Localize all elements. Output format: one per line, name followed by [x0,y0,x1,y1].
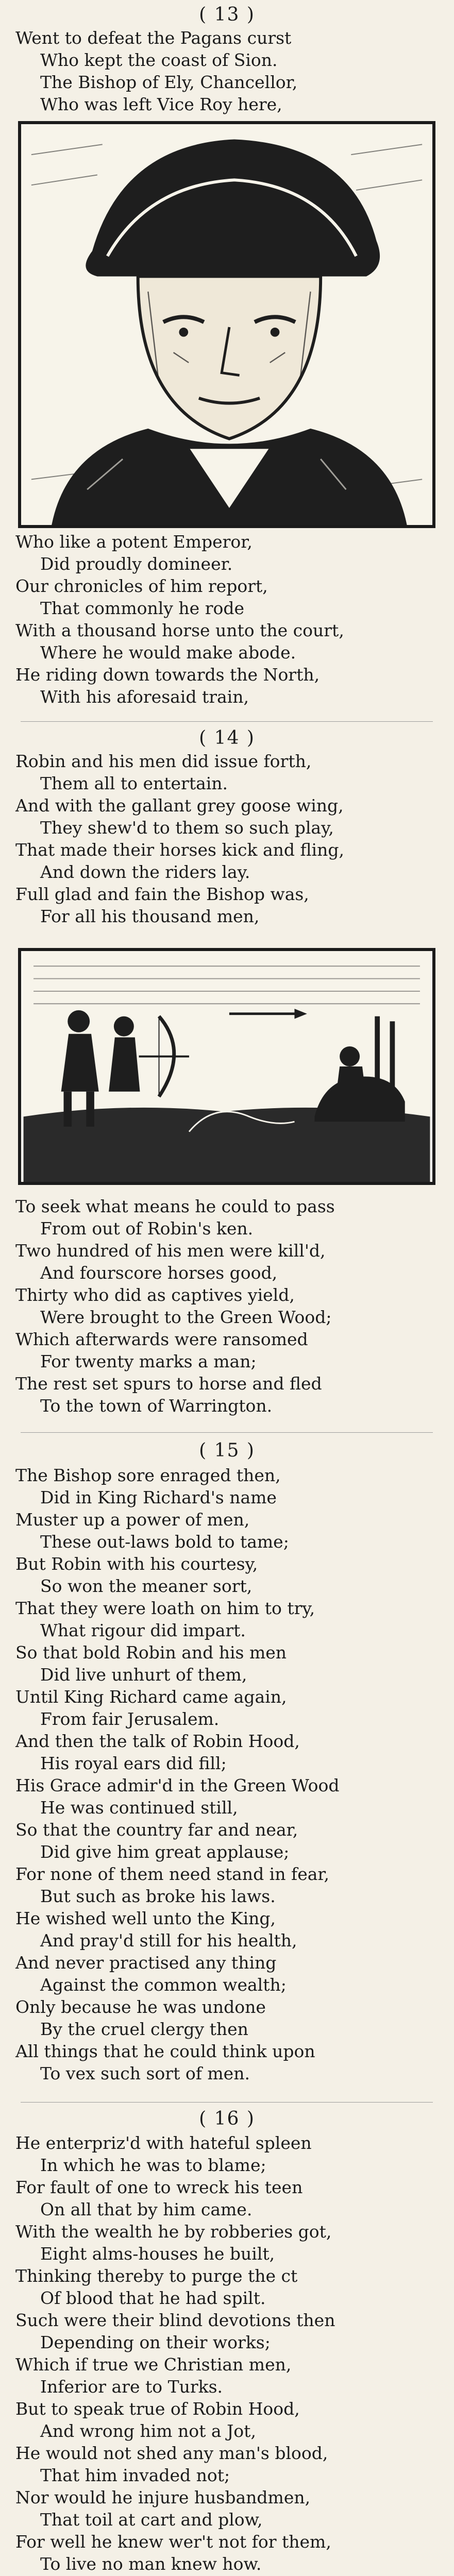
section-divider [21,721,433,722]
verse-line: With the wealth he by robberies got, [15,2222,332,2242]
verse-line: And pray'd still for his health, [40,1930,297,1951]
verse-line: And wrong him not a Jot, [40,2421,256,2441]
verse-line: For all his thousand men, [40,906,260,926]
verse-line: So that the country far and near, [15,1820,298,1840]
verse-line: The Bishop sore enraged then, [15,1465,281,1485]
verse-line: And never practised any thing [15,1953,277,1973]
verse-line: With his aforesaid train, [40,687,249,707]
verse-line: Were brought to the Green Wood; [40,1307,332,1327]
verse-13-bottom [15,531,443,708]
verse-line: For fault of one to wreck his teen [15,2177,303,2197]
verse-line: And then the talk of Robin Hood, [15,1731,300,1751]
verse-line: From out of Robin's ken. [40,1218,254,1239]
verse-line: Only because he was undone [15,1997,266,2017]
verse-line: Where he would make abode. [40,642,296,663]
woodcut-portrait-bishop [18,121,435,528]
verse-line: For well he knew wer't not for them, [15,2532,331,2552]
verse-line: He wished well unto the King, [15,1908,276,1928]
verse-line: So that bold Robin and his men [15,1642,287,1663]
section-number-13: ( 13 ) [199,4,255,25]
verse-line: Them all to entertain. [40,773,228,793]
verse-line: Which afterwards were ransomed [15,1329,308,1349]
verse-line: Full glad and fain the Bishop was, [15,884,309,904]
verse-line: He riding down towards the North, [15,665,320,685]
verse-line: His royal ears did fill; [40,1753,227,1773]
verse-line: In which he was to blame; [40,2155,266,2175]
verse-14-top [15,750,443,927]
verse-line: All things that he could think upon [15,2041,315,2061]
verse-line: Thirty who did as captives yield, [15,1285,295,1305]
verse-line: What rigour did impart. [40,1620,246,1640]
verse-line: Our chronicles of him report, [15,576,268,596]
section-number-14: ( 14 ) [199,727,255,749]
verse-line: For twenty marks a man; [40,1351,257,1371]
verse-line: Depending on their works; [40,2332,271,2352]
verse-line: That toil at cart and plow, [40,2510,263,2530]
verse-line: Thinking thereby to purge the ct [15,2266,298,2286]
verse-line: For none of them need stand in fear, [15,1864,330,1884]
verse-line: Muster up a power of men, [15,1510,250,1530]
section-divider [21,2102,433,2103]
portrait-illustration [21,124,432,525]
verse-line: That they were loath on him to try, [15,1598,315,1618]
verse-line: On all that by him came. [40,2199,253,2219]
verse-line: Until King Richard came again, [15,1687,287,1707]
verse-line: He would not shed any man's blood, [15,2443,328,2463]
verse-line: Did in King Richard's name [40,1487,277,1507]
verse-line: And with the gallant grey goose wing, [15,795,344,816]
verse-line: So won the meaner sort, [40,1576,253,1596]
verse-line: That him invaded not; [40,2465,230,2485]
verse-line: The rest set spurs to horse and fled [15,1374,322,1394]
verse-line: Eight alms-houses he built, [40,2244,275,2264]
verse-line: To live no man knew how. [40,2554,262,2574]
verse-13-top [15,27,443,115]
verse-14-bottom [15,1195,443,1417]
verse-line: Who was left Vice Roy here, [40,94,282,114]
verse-line: From fair Jerusalem. [40,1709,220,1729]
verse-line: Robin and his men did issue forth, [15,751,312,771]
verse-line: But Robin with his courtesy, [15,1554,258,1574]
verse-line: His Grace admir'd in the Green Wood [15,1775,340,1795]
verse-line: Of blood that he had spilt. [40,2288,266,2308]
verse-line: Who like a potent Emperor, [15,532,253,552]
section-number-16: ( 16 ) [199,2108,255,2129]
verse-line: But such as broke his laws. [40,1886,276,1906]
verse-line: Did proudly domineer. [40,554,233,574]
verse-line: Such were their blind devotions then [15,2310,335,2330]
verse-line: Inferior are to Turks. [40,2377,223,2397]
verse-line: Which if true we Christian men, [15,2354,292,2375]
verse-line: Went to defeat the Pagans curst [15,28,292,48]
verse-line: But to speak true of Robin Hood, [15,2399,300,2419]
verse-line: And fourscore horses good, [40,1263,278,1283]
verse-line: To seek what means he could to pass [15,1196,335,1216]
verse-line: That made their horses kick and fling, [15,840,344,860]
verse-line: Two hundred of his men were kill'd, [15,1241,326,1261]
battle-illustration [21,951,432,1182]
verse-line: To the town of Warrington. [40,1396,273,1416]
verse-15 [15,1464,443,2084]
woodcut-archers-scene [18,948,435,1185]
verse-line: These out-laws bold to tame; [40,1532,289,1552]
verse-line: And down the riders lay. [40,862,250,882]
verse-line: Who kept the coast of Sion. [40,50,278,70]
verse-line: Against the common wealth; [40,1975,287,1995]
verse-line: Nor would he injure husbandmen, [15,2487,311,2507]
section-number-15: ( 15 ) [199,1440,255,1461]
section-divider [21,1432,433,1433]
verse-line: With a thousand horse unto the court, [15,620,344,640]
verse-16 [15,2132,443,2576]
verse-line: He enterpriz'd with hateful spleen [15,2133,312,2153]
verse-line: Did give him great applause; [40,1842,290,1862]
verse-line: To vex such sort of men. [40,2063,250,2083]
verse-line: He was continued still, [40,1798,238,1818]
verse-line: They shew'd to them so such play, [40,818,334,838]
verse-line: Did live unhurt of them, [40,1665,247,1685]
verse-line: The Bishop of Ely, Chancellor, [40,72,298,92]
verse-line: By the cruel clergy then [40,2019,248,2039]
verse-line: That commonly he rode [40,598,244,618]
